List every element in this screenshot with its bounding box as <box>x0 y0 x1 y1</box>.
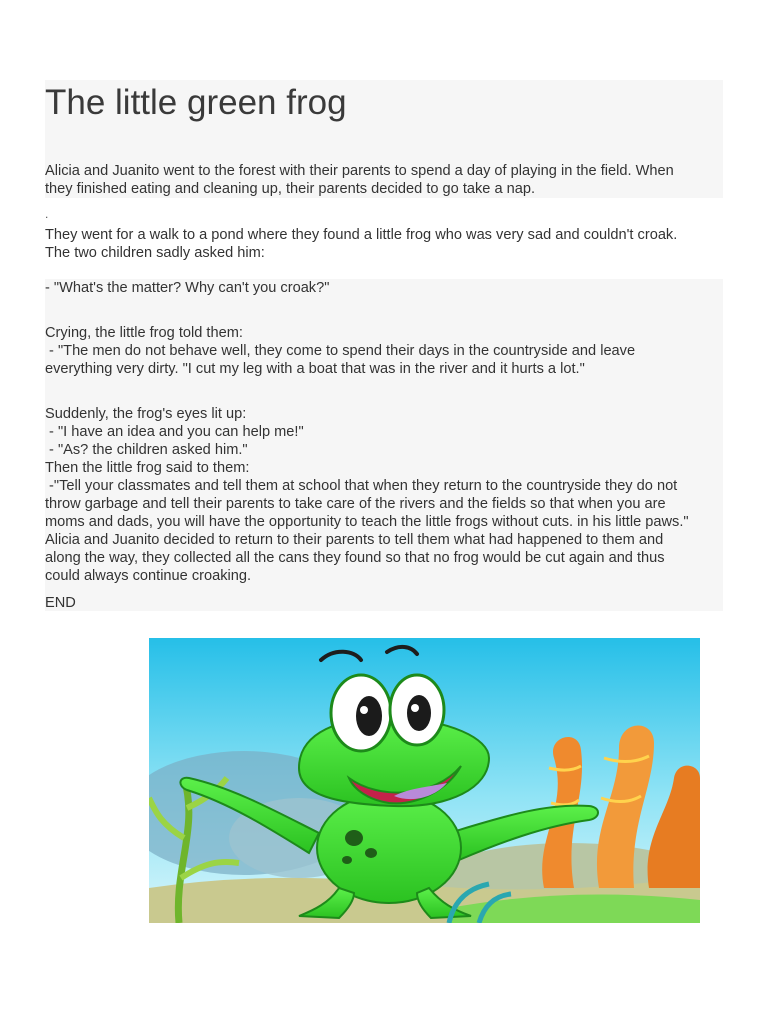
text-line: Crying, the little frog told them: <box>45 325 243 341</box>
text-line: everything very dirty. "I cut my leg with a boat that was in the river and it hurts a lot." <box>45 361 585 377</box>
text-line: Alicia and Juanito decided to return to their parents to tell them what had happened to them and <box>45 532 664 548</box>
text-line: END <box>45 595 76 611</box>
text-line: they finished eating and cleaning up, their parents decided to go take a nap. <box>45 181 536 197</box>
text-line: throw garbage and tell their parents to take care of the rivers and the fields so that when you are <box>45 496 666 512</box>
text-line: Suddenly, the frog's eyes lit up: <box>45 406 247 422</box>
paragraph-intro <box>45 162 725 198</box>
text-line: Alicia and Juanito went to the forest with their parents to spend a day of playing in the field. When <box>45 163 674 179</box>
text-line: could always continue croaking. <box>45 568 252 584</box>
text-line: - "I have an idea and you can help me!" <box>45 424 304 440</box>
text-line: The two children sadly asked him: <box>45 245 265 261</box>
paragraph-pond <box>45 226 725 262</box>
text-line: Then the little frog said to them: <box>45 460 250 476</box>
frog-body <box>317 793 461 903</box>
text-line: -"Tell your classmates and tell them at school that when they return to the countryside they do not <box>45 478 678 494</box>
text-line: - "What's the matter? Why can't you croak?" <box>45 280 330 296</box>
frog-illustration <box>149 638 700 923</box>
text-line: - "The men do not behave well, they come to spend their days in the countryside and leave <box>45 343 636 359</box>
text-line: along the way, they collected all the cans they found so that no frog would be cut again and thus <box>45 550 665 566</box>
paragraph-question <box>45 279 725 297</box>
story-title: The little green frog <box>45 83 347 122</box>
paragraph-idea <box>45 405 725 585</box>
text-line: moms and dads, you will have the opportunity to teach the little frogs without cuts. in his little paws." <box>45 514 689 530</box>
separator-dot: . <box>45 207 49 221</box>
paragraph-crying <box>45 324 725 378</box>
text-line: They went for a walk to a pond where they found a little frog who was very sad and couldn't croak. <box>45 227 678 243</box>
story-end <box>45 594 725 612</box>
text-line: - "As? the children asked him." <box>45 442 248 458</box>
